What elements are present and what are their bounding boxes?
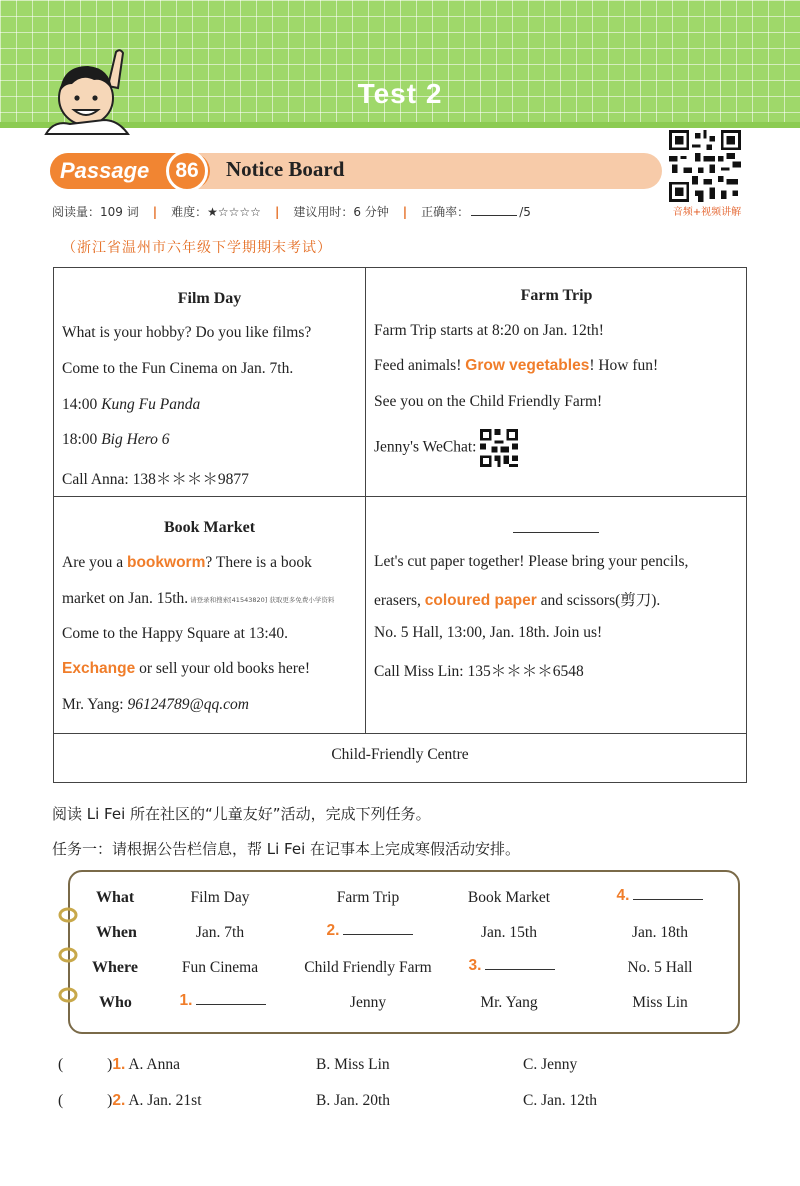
film-title: Kung Fu Panda: [101, 396, 201, 413]
who-cell: Mr. Yang: [480, 994, 538, 1011]
separator: |: [152, 205, 158, 219]
showtime-time: 14:00: [62, 396, 102, 413]
book-market-line: [62, 660, 310, 678]
book-market-line: [62, 590, 334, 608]
option-b[interactable]: B. Miss Lin: [316, 1056, 390, 1073]
tiny-note: 请登录和搜索[41543820] 获取更多免费小学资料: [190, 595, 335, 604]
accuracy-blank[interactable]: [471, 215, 517, 216]
question-number: 1.: [112, 1056, 126, 1073]
contact-label: Mr. Yang:: [62, 696, 128, 713]
accuracy-total: /5: [519, 205, 531, 219]
ring-icon: [58, 985, 78, 1005]
question-1: [58, 1056, 180, 1074]
book-market-line: Come to the Happy Square at 13:40.: [62, 625, 288, 642]
film-title: Big Hero 6: [101, 431, 170, 448]
row-label-when: When: [96, 924, 137, 941]
separator: |: [274, 205, 280, 219]
test-title: Test 2: [357, 78, 443, 109]
farm-trip-line: [374, 357, 658, 375]
book-market-line: [62, 554, 312, 572]
farm-trip-line: See you on the Child Friendly Farm!: [374, 393, 603, 410]
paper-cut-line: No. 5 Hall, 13:00, Jan. 18th. Join us!: [374, 624, 603, 641]
info-line: [52, 203, 531, 220]
who-cell: Miss Lin: [632, 994, 688, 1011]
notebook: [68, 870, 740, 1034]
difficulty-stars-icon: ★☆☆☆☆: [207, 205, 261, 219]
blank-line[interactable]: [196, 991, 266, 1005]
text: ! How fun!: [589, 357, 659, 374]
passage-number: 86: [166, 150, 208, 192]
passage-label: Passage: [60, 158, 150, 183]
blank-number: 1.: [179, 992, 193, 1009]
text: or sell your old books here!: [135, 660, 311, 677]
row-label-who: Who: [99, 994, 132, 1011]
answer-paren: (: [58, 1056, 64, 1073]
paper-cut-call: Call Miss Lin: 135＊＊＊＊6548: [374, 663, 584, 680]
blank-line[interactable]: [343, 921, 413, 935]
what-cell: Film Day: [190, 889, 250, 906]
qr-caption: 音频+视频讲解: [672, 207, 742, 218]
option-c[interactable]: C. Jenny: [523, 1056, 578, 1073]
answer-blank-1[interactable]: [158, 991, 288, 1010]
answer-paren: (: [58, 1092, 64, 1109]
film-day-heading: Film Day: [177, 290, 242, 307]
text: ? There is a book: [205, 554, 312, 571]
ring-icon: [58, 945, 78, 965]
option-c[interactable]: C. Jan. 12th: [523, 1092, 598, 1109]
book-market-heading: Book Market: [163, 519, 256, 536]
question-number: 2.: [112, 1092, 126, 1109]
instruction-line: 阅读 Li Fei 所在社区的“儿童友好”活动，完成下列任务。: [52, 805, 431, 823]
highlight-word: Exchange: [62, 660, 136, 677]
film-day-line: What is your hobby? Do you like films?: [62, 324, 312, 341]
accuracy-label: 正确率：: [421, 205, 470, 219]
qr-code-icon[interactable]: [669, 130, 741, 202]
text: market on Jan. 15th.: [62, 590, 189, 607]
showtime-time: 18:00: [62, 431, 102, 448]
blank-line[interactable]: [485, 956, 555, 970]
wechat-label: Jenny's WeChat:: [374, 438, 477, 456]
option-b[interactable]: B. Jan. 20th: [316, 1092, 391, 1109]
ring-icon: [58, 905, 78, 925]
answer-blank-2[interactable]: [300, 921, 440, 940]
exam-source: （浙江省温州市六年级下学期期末考试）: [62, 240, 332, 256]
option-a[interactable]: A. Jan. 21st: [128, 1092, 202, 1109]
when-cell: Jan. 15th: [481, 924, 537, 941]
task-one-instruction: 任务一：请根据公告栏信息，帮 Li Fei 在记事本上完成寒假活动安排。: [52, 840, 521, 858]
row-label-where: Where: [92, 959, 138, 976]
film-day-call: Call Anna: 138＊＊＊＊9877: [62, 471, 249, 488]
word-count: 阅读量：109 词: [52, 205, 139, 219]
contact-email: 96124789@qq.com: [127, 696, 249, 713]
highlight-word: coloured paper: [424, 592, 537, 609]
difficulty-label: 难度：: [171, 205, 208, 219]
when-cell: Jan. 18th: [632, 924, 688, 941]
text: Feed animals!: [374, 357, 466, 374]
row-label-what: What: [96, 889, 135, 906]
separator: |: [402, 205, 408, 219]
farm-trip-line: Farm Trip starts at 8:20 on Jan. 12th!: [374, 322, 604, 339]
notice-board: [53, 267, 747, 783]
what-cell: Book Market: [467, 889, 551, 906]
answer-blank-3[interactable]: [442, 956, 582, 975]
who-cell: Jenny: [349, 994, 387, 1011]
farm-trip-heading: Farm Trip: [520, 287, 593, 304]
where-cell: No. 5 Hall: [627, 959, 693, 976]
film-day-line: Come to the Fun Cinema on Jan. 7th.: [62, 360, 294, 377]
passage-title: Notice Board: [226, 157, 345, 181]
farm-trip-wechat: [374, 429, 518, 467]
blank-number: 3.: [468, 957, 482, 974]
when-cell: Jan. 7th: [195, 924, 245, 941]
film-day-showtime: [62, 396, 200, 414]
question-2: [58, 1092, 202, 1110]
board-footer: Child-Friendly Centre: [331, 746, 469, 763]
text: Are you a: [62, 554, 127, 571]
highlight-word: bookworm: [127, 554, 206, 571]
paper-cut-line: [374, 588, 660, 610]
answer-paren: ): [107, 1056, 113, 1073]
what-cell: Farm Trip: [336, 889, 400, 906]
book-market-contact: [62, 696, 249, 714]
where-cell: Fun Cinema: [181, 959, 259, 976]
blank-number: 2.: [326, 922, 340, 939]
suggested-time: 建议用时：6 分钟: [293, 205, 389, 219]
divider: [54, 733, 746, 734]
answer-paren: ): [107, 1092, 113, 1109]
divider: [365, 268, 366, 733]
paper-cut-line: Let's cut paper together! Please bring your pencils,: [374, 553, 689, 570]
text: and scissors(剪刀).: [536, 592, 661, 609]
highlight-word: Grow vegetables: [465, 357, 590, 374]
film-day-showtime: [62, 431, 170, 449]
option-a[interactable]: A. Anna: [128, 1056, 180, 1073]
text: erasers,: [374, 592, 425, 609]
missing-heading-blank: [513, 532, 599, 533]
blank-line[interactable]: [633, 886, 703, 900]
wechat-qr-icon[interactable]: [480, 429, 518, 467]
divider: [54, 496, 746, 497]
where-cell: Child Friendly Farm: [304, 959, 432, 976]
blank-number: 4.: [616, 887, 630, 904]
answer-blank-4[interactable]: [590, 886, 730, 905]
